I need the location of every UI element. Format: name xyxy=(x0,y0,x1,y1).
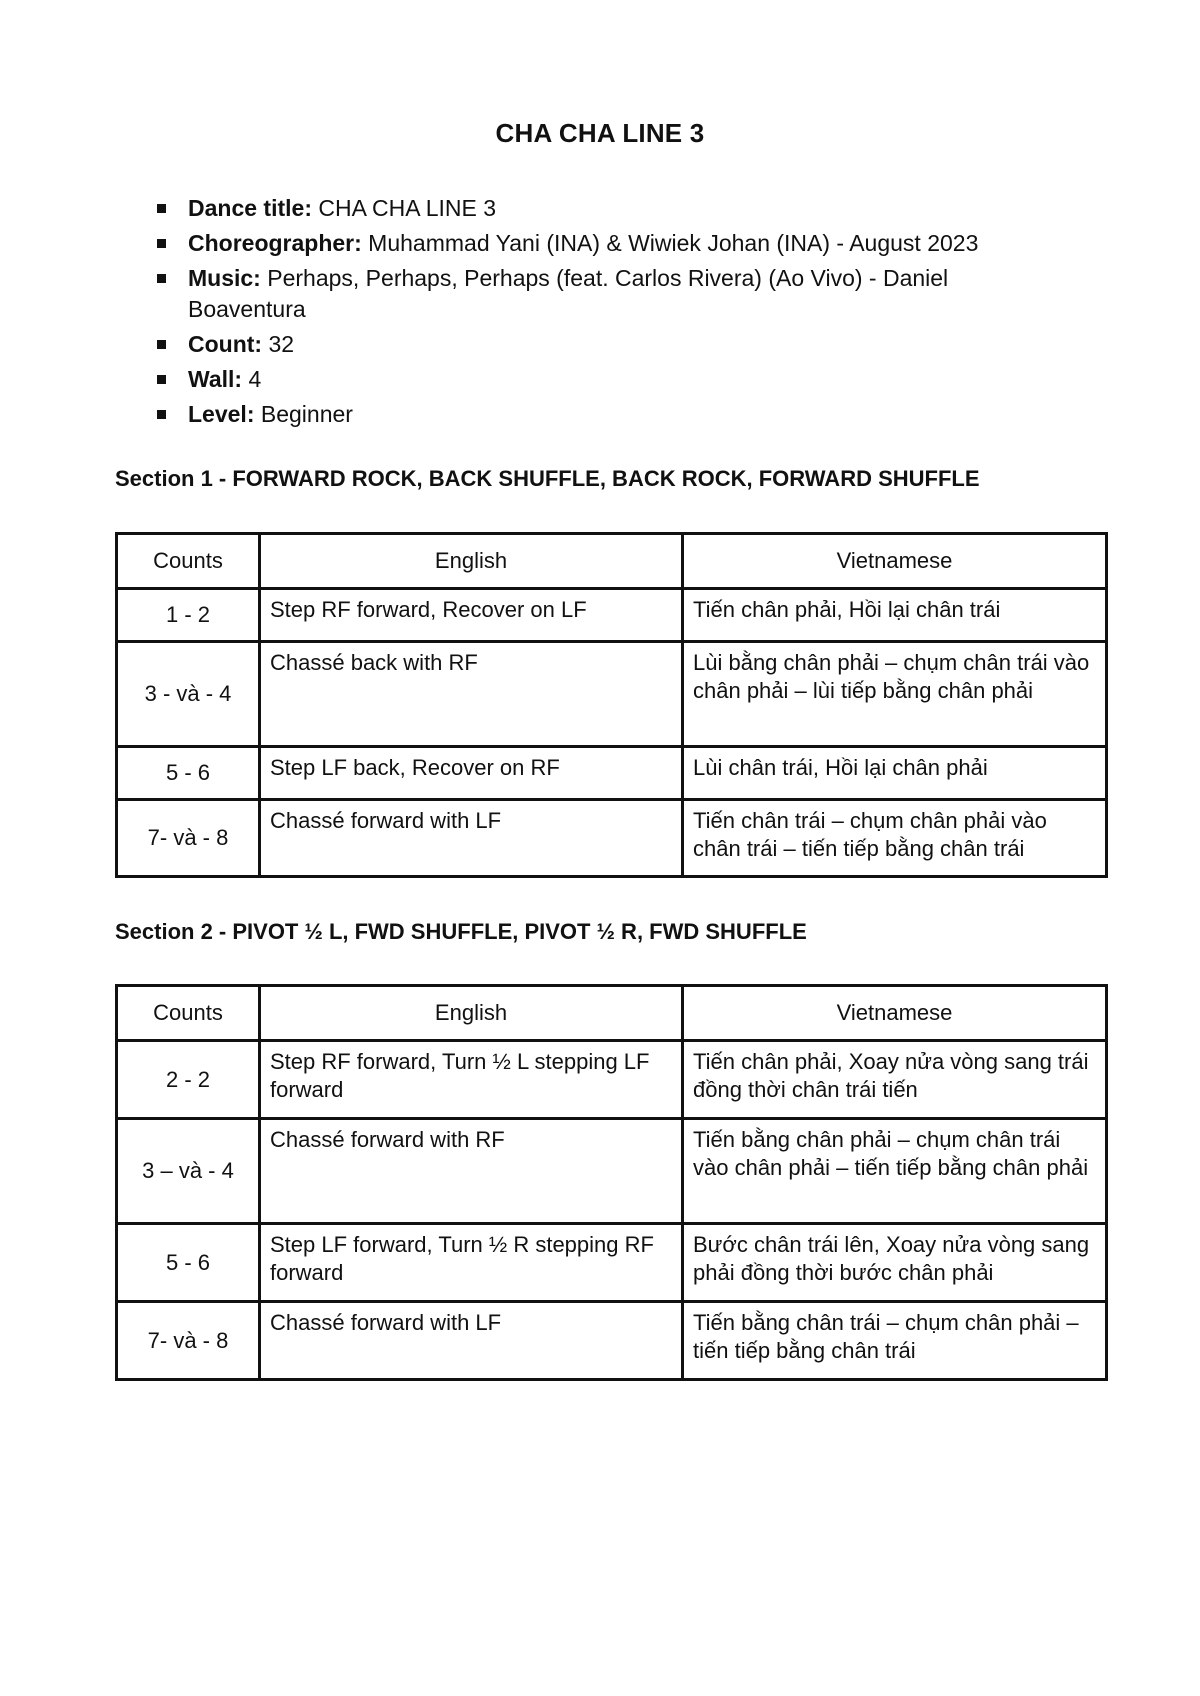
info-item-wall xyxy=(150,364,1050,395)
cell-english: Step LF forward, Turn ½ R stepping RF forward xyxy=(260,1224,683,1302)
page-title: CHA CHA LINE 3 xyxy=(495,118,705,148)
info-label: Level: xyxy=(188,401,255,427)
bullet-icon xyxy=(157,410,166,419)
cell-counts: 7- và - 8 xyxy=(117,800,260,877)
cell-counts: 3 - và - 4 xyxy=(117,642,260,747)
cell-english: Step RF forward, Turn ½ L stepping LF forward xyxy=(260,1041,683,1119)
info-value: 4 xyxy=(242,366,262,392)
dance-info-list xyxy=(150,193,1050,434)
table-row xyxy=(117,642,1107,747)
info-item-choreographer xyxy=(150,228,1050,259)
column-header-english: English xyxy=(260,986,683,1041)
table-row xyxy=(117,1224,1107,1302)
info-value: Muhammad Yani (INA) & Wiwiek Johan (INA) - August 2023 xyxy=(361,230,979,256)
info-label: Count: xyxy=(188,331,263,357)
bullet-icon xyxy=(157,375,166,384)
cell-counts: 3 – và - 4 xyxy=(117,1119,260,1224)
info-value: Perhaps, Perhaps, Perhaps (feat. Carlos Rivera) (Ao Vivo) - Daniel Boaventura xyxy=(188,265,949,322)
cell-vietnamese: Tiến chân phải, Xoay nửa vòng sang trái đồng thời chân trái tiến xyxy=(683,1041,1107,1119)
bullet-icon xyxy=(157,340,166,349)
bullet-icon xyxy=(157,274,166,283)
cell-english: Chassé forward with LF xyxy=(260,800,683,877)
cell-counts: 5 - 6 xyxy=(117,747,260,800)
info-value: 32 xyxy=(262,331,295,357)
cell-english: Step RF forward, Recover on LF xyxy=(260,589,683,642)
info-value: CHA CHA LINE 3 xyxy=(311,195,497,221)
info-label: Music: xyxy=(188,265,261,291)
section-2-table xyxy=(115,984,1108,1381)
cell-vietnamese: Tiến chân phải, Hồi lại chân trái xyxy=(683,589,1107,642)
cell-vietnamese: Tiến chân trái – chụm chân phải vào chân trái – tiến tiếp bằng chân trái xyxy=(683,800,1107,877)
cell-counts: 7- và - 8 xyxy=(117,1302,260,1380)
table-row xyxy=(117,1041,1107,1119)
info-label: Dance title: xyxy=(188,195,312,221)
info-value: Beginner xyxy=(254,401,353,427)
cell-vietnamese: Tiến bằng chân phải – chụm chân trái vào chân phải – tiến tiếp bằng chân phải xyxy=(683,1119,1107,1224)
section-1-heading: Section 1 - FORWARD ROCK, BACK SHUFFLE, BACK ROCK, FORWARD SHUFFLE xyxy=(115,466,980,491)
table-header-row xyxy=(117,534,1107,589)
section-1-table xyxy=(115,532,1108,878)
table-row xyxy=(117,1302,1107,1380)
section-2-heading: Section 2 - PIVOT ½ L, FWD SHUFFLE, PIVOT ½ R, FWD SHUFFLE xyxy=(115,919,807,944)
info-label: Choreographer: xyxy=(188,230,362,256)
table-row xyxy=(117,800,1107,877)
cell-vietnamese: Tiến bằng chân trái – chụm chân phải – tiến tiếp bằng chân trái xyxy=(683,1302,1107,1380)
info-label: Wall: xyxy=(188,366,243,392)
cell-english: Chassé forward with RF xyxy=(260,1119,683,1224)
cell-counts: 1 - 2 xyxy=(117,589,260,642)
bullet-icon xyxy=(157,239,166,248)
cell-vietnamese: Lùi chân trái, Hồi lại chân phải xyxy=(683,747,1107,800)
cell-english: Chassé forward with LF xyxy=(260,1302,683,1380)
table-row xyxy=(117,589,1107,642)
info-item-dance-title xyxy=(150,193,1050,224)
column-header-vietnamese: Vietnamese xyxy=(683,986,1107,1041)
cell-vietnamese: Bước chân trái lên, Xoay nửa vòng sang phải đồng thời bước chân phải xyxy=(683,1224,1107,1302)
table-row xyxy=(117,747,1107,800)
cell-vietnamese: Lùi bằng chân phải – chụm chân trái vào chân phải – lùi tiếp bằng chân phải xyxy=(683,642,1107,747)
cell-english: Chassé back with RF xyxy=(260,642,683,747)
info-item-level xyxy=(150,399,1050,430)
column-header-vietnamese: Vietnamese xyxy=(683,534,1107,589)
info-item-music xyxy=(150,263,1050,325)
cell-counts: 5 - 6 xyxy=(117,1224,260,1302)
column-header-counts: Counts xyxy=(117,986,260,1041)
table-header-row xyxy=(117,986,1107,1041)
bullet-icon xyxy=(157,204,166,213)
cell-english: Step LF back, Recover on RF xyxy=(260,747,683,800)
info-item-count xyxy=(150,329,1050,360)
column-header-counts: Counts xyxy=(117,534,260,589)
column-header-english: English xyxy=(260,534,683,589)
table-row xyxy=(117,1119,1107,1224)
cell-counts: 2 - 2 xyxy=(117,1041,260,1119)
